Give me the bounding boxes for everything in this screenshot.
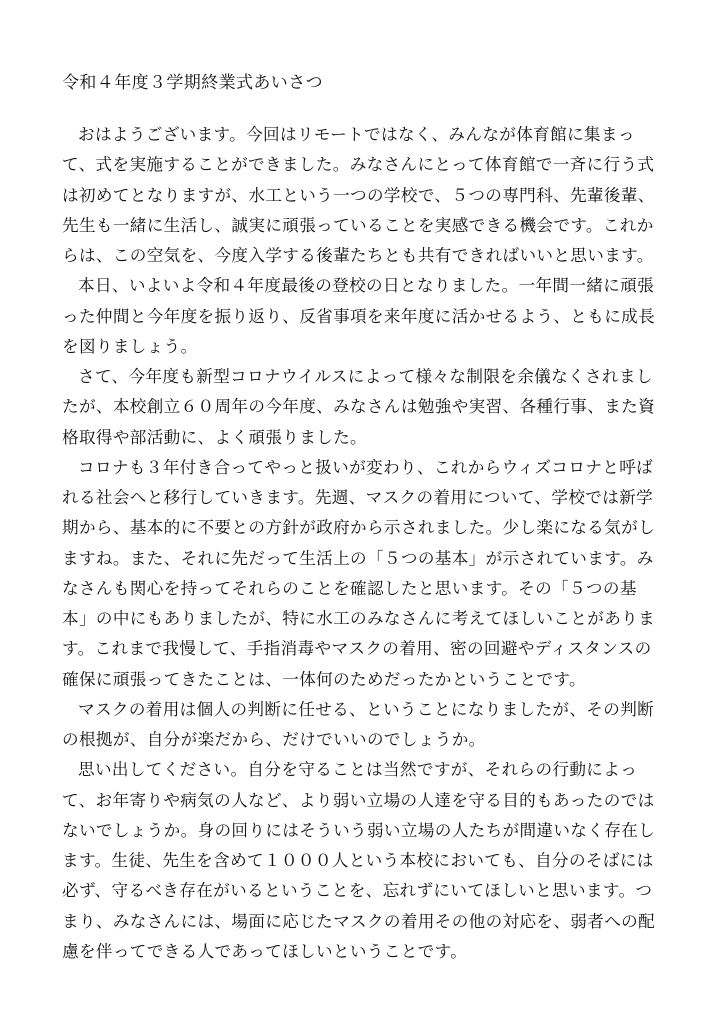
body-line: おはようございます。今回はリモートではなく、みんなが体育館に集まっ	[78, 125, 635, 144]
body-line: ないでしょうか。身の回りにはそういう弱い立場の人たちが間違いなく存在し	[62, 820, 656, 840]
body-line: なさんも関心を持ってそれらのことを確認したと思います。その「５つの基	[62, 578, 637, 598]
body-line: 思い出してください。自分を守ることは当然ですが、それらの行動によっ	[78, 760, 638, 780]
body-line: の根拠が、自分が楽だから、だけでいいのでしょうか。	[62, 730, 486, 749]
body-line: たが、本校創立６０周年の今年度、みなさんは勉強や実習、各種行事、また資	[62, 397, 656, 417]
body-line: ますね。また、それに先だって生活上の「５つの基本」が示されています。み	[62, 548, 654, 568]
body-line: 先生も一緒に生活し、誠実に頑張っていることを実感できる機会です。これか	[62, 215, 654, 235]
body-line: て、式を実施することができました。みなさんにとって体育館で一斉に行う式	[62, 155, 655, 175]
body-line: ます。生徒、先生を含めて１０００人という本校においても、自分のそばには	[62, 851, 654, 870]
body-line: れる社会へと移行していきます。先週、マスクの着用について、学校では新学	[62, 488, 654, 507]
body-line: 必ず、守るべき存在がいるということを、忘れずにいてほしいと思います。つ	[62, 881, 653, 901]
body-line: を図りましょう。	[62, 336, 198, 356]
body-line: は初めてとなりますが、水工という一つの学校で、５つの専門科、先輩後輩、	[62, 185, 655, 205]
body-line: らは、この空気を、今度入学する後輩たちとも共有できればいいと思います。	[62, 246, 654, 265]
body-line: す。これまで我慢して、手指消毒やマスクの着用、密の回避やディスタンスの	[62, 639, 652, 659]
body-line: 期から、基本的に不要との方針が政府から示されました。少し楽になる気がし	[62, 518, 656, 538]
body-line: マスクの着用は個人の判断に任せる、ということになりましたが、その判断	[78, 699, 655, 719]
body-line: 本日、いよいよ令和４年度最後の登校の日となりました。一年間一緒に頑張	[78, 276, 655, 296]
body-line: て、お年寄りや病気の人など、より弱い立場の人達を守る目的もあったのでは	[62, 790, 655, 810]
body-line: 本」の中にもありましたが、特に水工のみなさんに考えてほしいことがありま	[62, 609, 656, 628]
document-body	[62, 120, 662, 967]
body-line: まり、みなさんには、場面に応じたマスクの着用その他の対応を、弱者への配	[62, 911, 656, 931]
body-line: 慮を伴ってできる人であってほしいということです。	[62, 941, 468, 961]
body-line: った仲間と今年度を振り返り、反省事項を来年度に活かせるよう、ともに成長	[62, 306, 656, 326]
body-line: コロナも３年付き合ってやっと扱いが変わり、これからウィズコロナと呼ば	[78, 457, 654, 477]
body-line: 格取得や部活動に、よく頑張りました。	[62, 427, 367, 447]
document-title: 令和４年度３学期終業式あいさつ	[62, 73, 323, 93]
body-line: さて、今年度も新型コロナウイルスによって様々な制限を余儀なくされまし	[78, 367, 653, 386]
body-line: 確保に頑張ってきたことは、一体何のためだったかということです。	[62, 669, 586, 689]
